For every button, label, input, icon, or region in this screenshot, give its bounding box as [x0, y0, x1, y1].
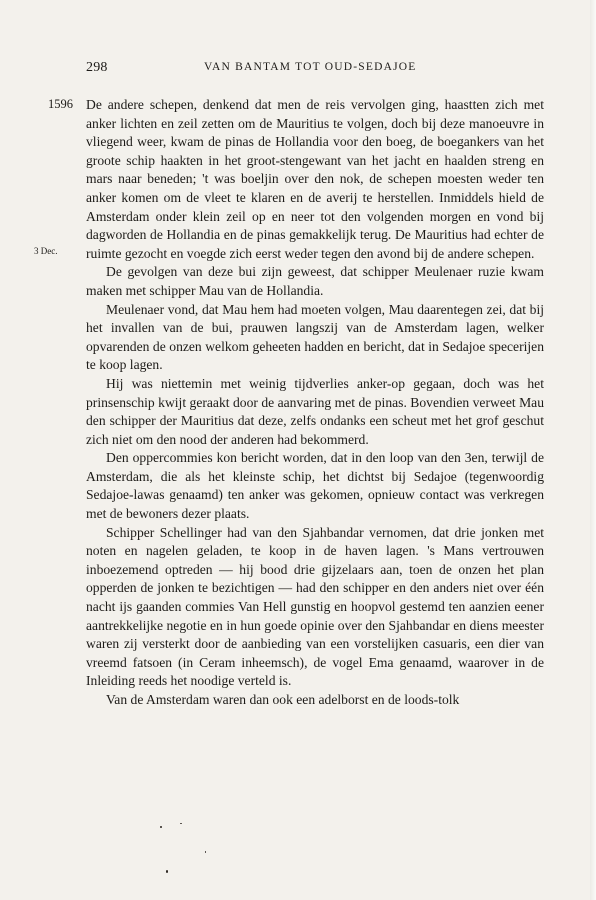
margin-note-year: 1596 — [48, 97, 73, 111]
paragraph: De andere schepen, denkend dat men de reis vervolgen ging, haastten zich met anker lichten en zeil zetten om de Mauritius te volgen, doch bij deze manoeuvre in vliegend weer, kwam de pinas de Hollandia voor den boeg, de boegankers van het groote schip haakten in het groot-stengewant van het jacht en haalden streng en mars naar beneden; 't was boeljin over den nok, de schepen moesten weder ten anker komen om de vleet te klaren en de averij te herstellen. Inmiddels hield de Amsterdam onder klein zeil op en neer tot den volgenden morgen en vond bij dagworden de Hollandia en de pinas gemakkelijk terug. De Mauritius had echter de ruimte gezocht en voegde zich eerst weder tegen den avond bij de andere schepen. — [86, 97, 544, 261]
ink-speck — [166, 870, 168, 873]
paragraph: Hij was niettemin met weinig tijdverlies anker-op gegaan, doch was het prinsenschip kwijt geraakt door de aanvaring met de pinas. Bovendien verweet Mau den schipper der Mauritius dat deze, zelfs ondanks een scheut met het grof geschut zich niet om den nood der anderen had bekommerd. — [86, 375, 544, 447]
page-number: 298 — [86, 60, 108, 75]
paragraph: Den oppercommies kon bericht worden, dat in den loop van den 3en, terwijl de Amsterdam, die als het kleinste schip, het dichtst bij Sedajoe (tegenwoordig Sedajoe-lawas genaamd) ten anker was gekomen, opnieuw contact was verkregen met de bewoners dezer plaats. — [86, 450, 544, 522]
margin-note-date: 3 Dec. — [34, 246, 58, 256]
paragraph: De gevolgen van deze bui zijn geweest, dat schipper Meulenaer ruzie kwam maken met schipper Mau van de Hollandia. — [86, 264, 544, 298]
paragraph: Van de Amsterdam waren dan ook een adelborst en de loods-tolk — [106, 692, 460, 707]
body-text — [86, 96, 544, 710]
ink-speck — [180, 823, 182, 824]
ink-speck — [160, 826, 162, 828]
running-head: VAN BANTAM TOT OUD-SEDAJOE — [204, 61, 417, 73]
ink-speck — [205, 851, 206, 853]
page-edge — [590, 0, 596, 900]
paragraph: Schipper Schellinger had van den Sjahbandar vernomen, dat drie jonken met noten en nagelen geladen, te koop in de haven lagen. 's Mans vertrouwen inboezemend optreden — hij bood drie gijzelaars aan, toen de onzen het plan opperden de jonken te bezichtigen — had den schipper en den anders niet over één nacht ijs gaanden commies Van Hell gunstig en hoopvol gestemd ten aanzien eener aantrekkelijke negotie en in hun goede opinie over den Sjahbandar en diens meester waren zij versterkt door de aanbieding van een vorstelijken casuaris, een dier van vreemd fatsoen (in Ceram inheemsch), de vogel Ema genaamd, waarover in de Inleiding reeds het noodige verteld is. — [86, 524, 544, 689]
page-header — [86, 60, 538, 78]
paragraph: Meulenaer vond, dat Mau hem had moeten volgen, Mau daarentegen zei, dat bij het invallen van de bui, prauwen langszij van de Amsterdam lagen, welker opvarenden de onzen welkom geheeten hadden en bericht, dat in Sedajoe specerijen te koop lagen. — [86, 301, 544, 373]
